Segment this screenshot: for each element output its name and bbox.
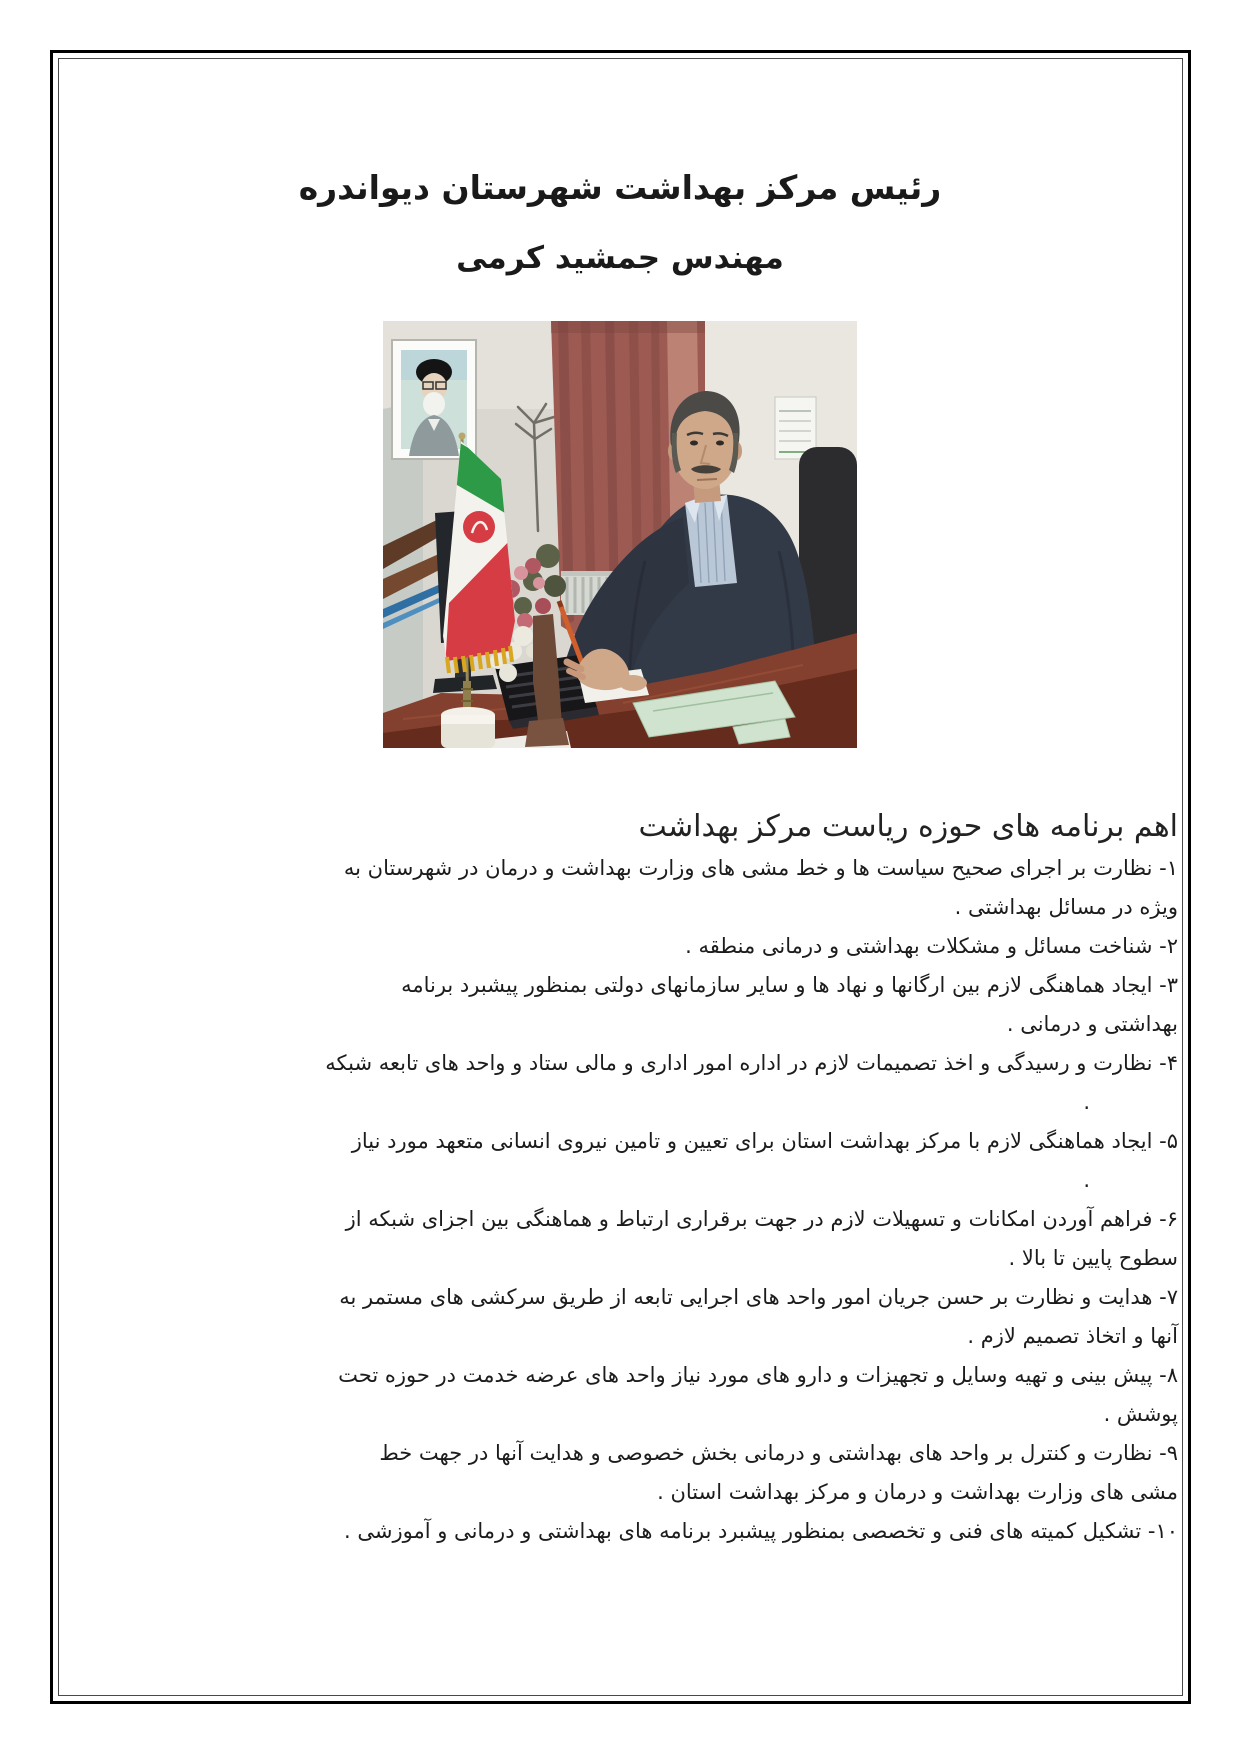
program-list [70,849,1178,1551]
program-item-line: . [1083,1090,1090,1114]
program-item-line: مشی های وزارت بهداشت و درمان و مرکز بهداشت استان . [657,1480,1178,1504]
office-photo-svg [383,321,857,748]
document-subtitle: مهندس جمشید کرمی [456,239,784,276]
program-item-line: سطوح پایین تا بالا . [1008,1246,1178,1270]
program-item-line: . [1083,1168,1090,1192]
program-item-line: ویژه در مسائل بهداشتی . [954,895,1178,919]
flag-base [441,707,495,748]
section-heading: اهم برنامه های حوزه ریاست مرکز بهداشت [638,809,1178,844]
program-item-line: بهداشتی و درمانی . [1006,1012,1178,1036]
program-item-line: ۵- ایجاد هماهنگی لازم با مرکز بهداشت استان برای تعیین و تامین نیروی انسانی متعهد مورد نیاز [351,1129,1178,1153]
program-item-line: ۱- نظارت بر اجرای صحیح سیاست ها و خط مشی های وزارت بهداشت و درمان در شهرستان به [343,856,1178,880]
program-item-line: ۴- نظارت و رسیدگی و اخذ تصمیمات لازم در اداره امور اداری و مالی ستاد و واحد های تابعه شبکه [325,1051,1178,1075]
program-item-line: آنها و اتخاذ تصمیم لازم . [967,1324,1178,1348]
program-item-line: ۷- هدایت و نظارت بر حسن جریان امور واحد های اجرایی تابعه از طریق سرکشی های مستمر به [339,1285,1178,1309]
document-title: رئیس مرکز بهداشت شهرستان دیواندره [298,168,942,208]
office-photo [383,321,857,748]
program-item-line: پوشش . [1103,1402,1178,1426]
program-item-line: ۶- فراهم آوردن امکانات و تسهیلات لازم در جهت برقراری ارتباط و هماهنگی بین اجزای شبکه از [345,1207,1178,1231]
program-item-line: ۹- نظارت و کنترل بر واحد های بهداشتی و درمانی بخش خصوصی و هدایت آنها در جهت خط [379,1441,1178,1465]
program-item-line: ۳- ایجاد هماهنگی لازم بین ارگانها و نهاد ها و سایر سازمانهای دولتی بمنظور پیشبرد برنامه [401,973,1178,997]
program-item-line: ۲- شناخت مسائل و مشکلات بهداشتی و درمانی منطقه . [685,934,1178,958]
program-item-line: ۱۰- تشکیل کمیته های فنی و تخصصی بمنظور پیشبرد برنامه های بهداشتی و درمانی و آموزشی . [344,1519,1178,1543]
program-item-line: ۸- پیش بینی و تهیه وسایل و تجهیزات و دارو های مورد نیاز واحد های عرضه خدمت در حوزه تحت [338,1363,1178,1387]
